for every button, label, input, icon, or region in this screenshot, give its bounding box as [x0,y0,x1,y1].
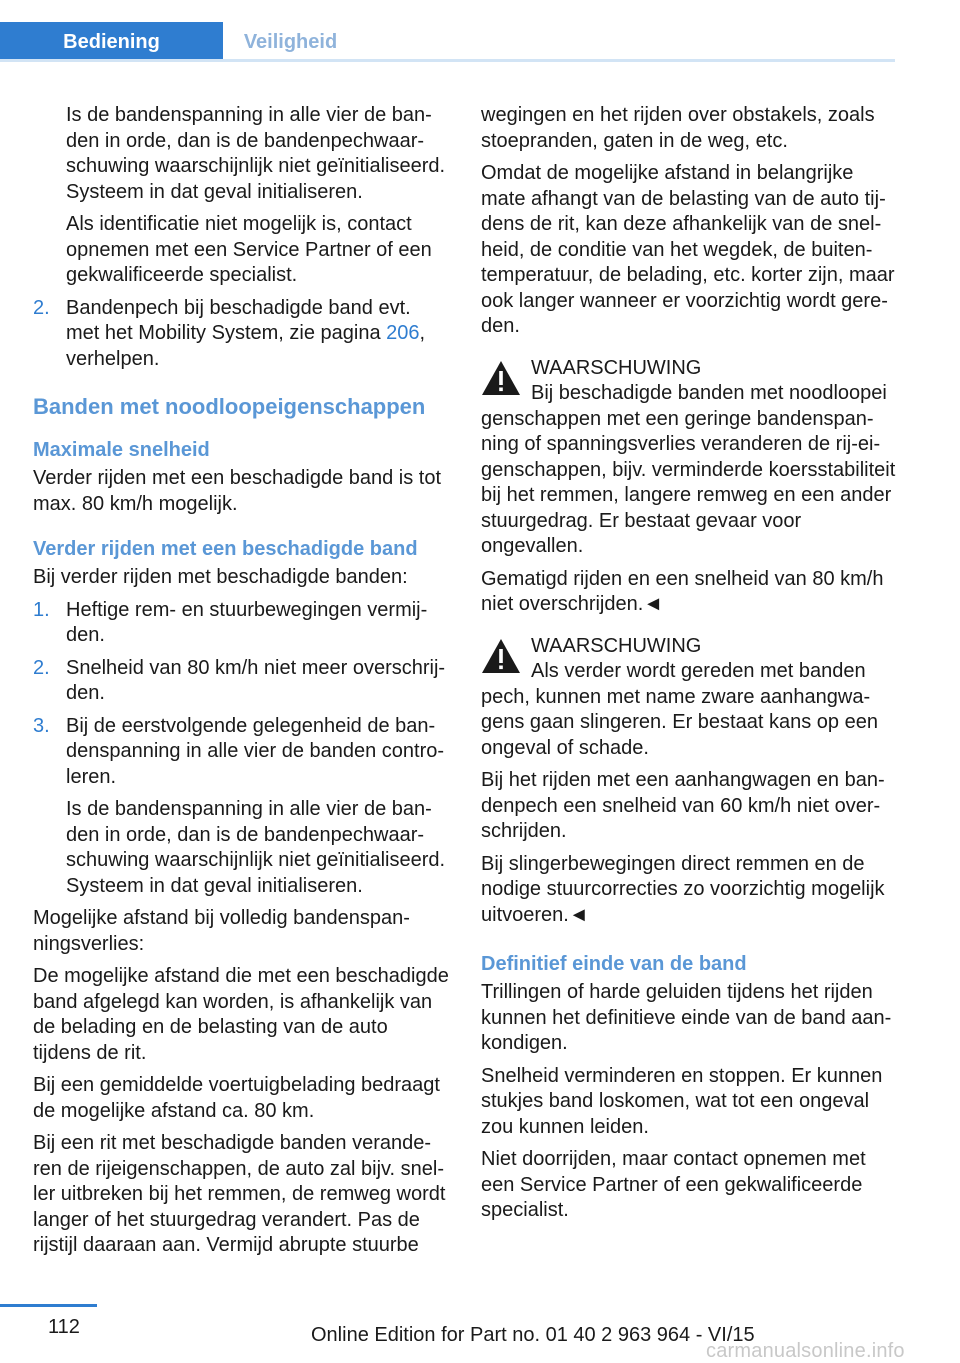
section-title: Banden met noodloopeigenschappen [33,394,426,419]
continue-intro: Bij verder rijden met beschadigde banden: [33,566,408,588]
paragraph: Bij een rit met beschadigde banden veranderen de rijeigenschappen, de auto zal bijv. sneller uitbreken bij het remmen, de remweg wordt langer of het stuurgedrag verandert. Pas de rijstijl daaraan aan. Vermijd abrupte stuurbe [33,1132,446,1256]
warning-block-1 [481,356,897,618]
subsection-title-final: Definitief einde van de band [481,953,747,975]
list-text-main: Bij de eerstvolgende gelegenheid de bandenspanning in alle vier de banden controleren. [66,714,445,788]
warning-followup: Bij het rijden met een aanhangwagen en bandenpech een snelheid van 60 km/h niet overschrijden. [481,769,885,842]
warning-followup-2: Bij slingerbewegingen direct remmen en de nodige stuurcorrecties zo voorzichtig mogelijk uitvoeren.◄ [481,852,885,926]
paragraph: Omdat de mogelijke afstand in belangrijke mate afhangt van de belasting van de auto tijdens de rit, kan deze afhankelijk van de snelheid, de conditie van het wegdek, de buitentemperatuur, de belading, etc. korter zijn, maar ook langer wanneer er voorzichtig wordt gereden. [481,162,895,337]
continued-paragraph: Is de bandenspanning in alle vier de banden in orde, dan is de bandenpechwaarschuwing waarschijnlijk niet geïnitialiseerd. Systeem in dat geval initialiseren. [66,104,446,203]
list-number: 2. [33,656,50,679]
warning-title: WAARSCHUWING [531,634,702,657]
list-text-before: Bandenpech bij beschadigde band evt. met het Mobility System, zie pagina [66,296,411,344]
warning-triangle-icon [481,360,521,396]
list-item [33,598,449,649]
edition-note: Online Edition for Part no. 01 40 2 963 964 - VI/15 [311,1324,755,1346]
paragraph: Trillingen of harde geluiden tijdens het rijden kunnen het definitieve einde van de band aankondigen. [481,981,892,1054]
list-text: Snelheid van 80 km/h niet meer overschrijden. [66,656,446,704]
left-column [33,103,449,1266]
paragraph: Niet doorrijden, maar contact opnemen met een Service Partner of een gekwalificeerde specialist. [481,1148,866,1221]
paragraph: Snelheid verminderen en stoppen. Er kunnen stukjes band loskomen, wat tot een ongeval zou kunnen leiden. [481,1064,883,1138]
subsection-title-max-speed: Maximale snelheid [33,439,210,461]
warning-block-2 [481,634,897,929]
continued-paragraph-2: Als identificatie niet mogelijk is, contact opnemen met een Service Partner of een gekwalificeerde specialist. [66,213,432,286]
max-speed-text: Verder rijden met een beschadigde band is tot max. 80 km/h mogelijk. [33,467,442,515]
warning-triangle-icon [481,638,521,674]
list-number: 2. [33,296,50,319]
list-number: 3. [33,714,50,737]
footer-rule [0,1304,97,1307]
tab-bediening[interactable]: Bediening [0,22,223,62]
list-item [33,656,449,707]
list-item-2 [33,296,449,373]
warning-text: genschappen met een geringe bandenspanning of spanningsverlies veranderen de rij-eigenschappen, bijv. verminderde koersstabiliteit bij het remmen, langere remweg en een ander stuurgedrag. Er bestaat gevaar voor ongevallen. [481,407,896,557]
warning-title: WAARSCHUWING [531,356,702,379]
subsection-title-continue: Verder rijden met een beschadigde band [33,538,418,560]
list-item [33,714,449,900]
list-text-after: , verhelpen. [66,322,426,370]
list-number: 1. [33,598,50,621]
header-divider [0,59,895,62]
page-number: 112 [48,1316,80,1338]
paragraph: De mogelijke afstand die met een beschadigde band afgelegd kan worden, is afhankelijk van de belading en de belasting van de auto tijdens de rit. [33,965,449,1064]
tab-veiligheid[interactable]: Veiligheid [243,30,338,53]
list-text [66,296,449,373]
page-reference-link[interactable]: 206 [386,322,420,344]
page-header [0,0,895,62]
list-text-sub: Is de bandenspanning in alle vier de banden in orde, dan is de bandenpechwaarschuwing waarschijnlijk niet geïnitialiseerd. Systeem in dat geval initialiseren. [66,798,446,897]
warning-first-line: Bij beschadigde banden met noodloopei [531,382,887,404]
continued-paragraph: wegingen en het rijden over obstakels, zoals stoepranden, gaten in de weg, etc. [481,104,875,152]
paragraph: Bij een gemiddelde voertuigbelading bedraagt de mogelijke afstand ca. 80 km. [33,1074,440,1122]
warning-first-line: Als verder wordt gereden met banden [531,660,866,682]
list-text: Heftige rem- en stuurbewegingen vermijden. [66,598,428,646]
warning-followup: Gematigd rijden en een snelheid van 80 km/h niet overschrijden.◄ [481,567,884,615]
right-column [481,103,897,1231]
list-text [66,714,449,900]
warning-text: pech, kunnen met name zware aanhangwagens gaan slingeren. Er bestaat kans op een ongeval of schade. [481,685,878,759]
watermark: carmanualsonline.info [706,1340,905,1362]
paragraph: Mogelijke afstand bij volledig bandenspanningsverlies: [33,907,410,955]
